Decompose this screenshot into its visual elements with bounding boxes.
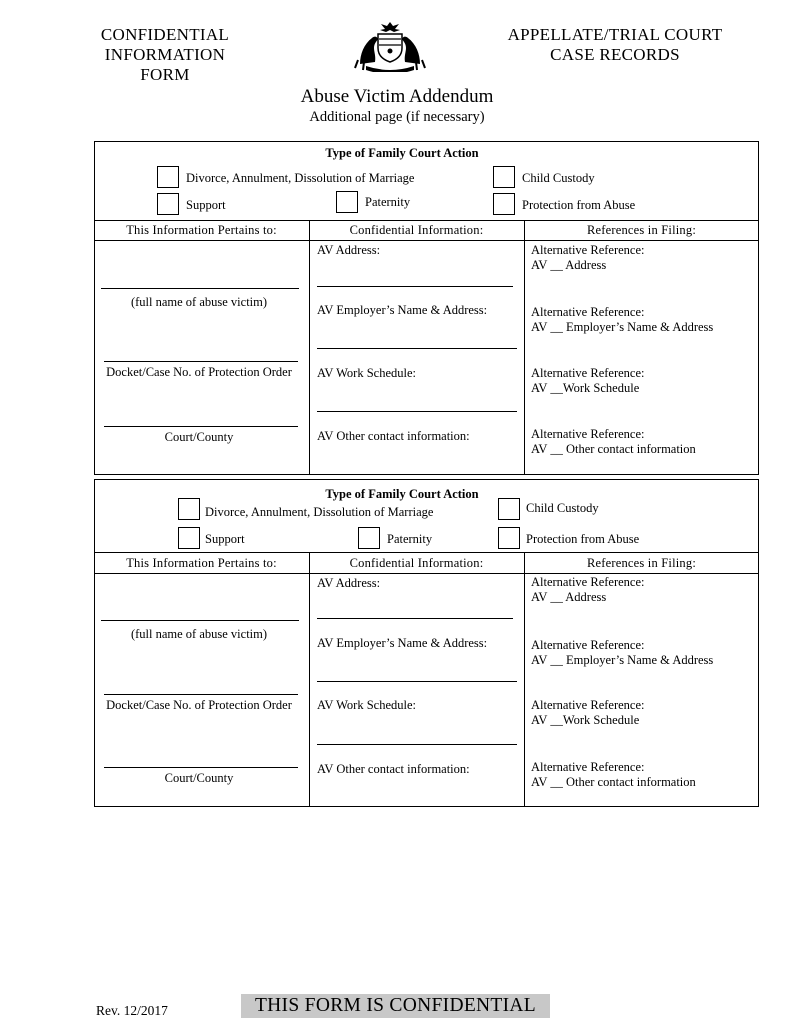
reference-line: AV __ Employer’s Name & Address bbox=[531, 653, 714, 667]
docket-number-label: Docket/Case No. of Protection Order bbox=[106, 698, 292, 712]
reference-other-contact bbox=[531, 427, 696, 457]
reference-other-contact bbox=[531, 760, 696, 790]
column-header-confidential: Confidential Information: bbox=[349, 223, 484, 237]
paternity-label: Paternity bbox=[387, 532, 433, 546]
support-label: Support bbox=[186, 198, 226, 212]
av-address-field[interactable] bbox=[317, 618, 513, 619]
reference-line: AV __Work Schedule bbox=[531, 713, 640, 727]
column-header-references: References in Filing: bbox=[586, 223, 697, 237]
header-left bbox=[80, 25, 250, 85]
av-work-schedule-field[interactable] bbox=[317, 411, 517, 412]
court-county-field[interactable] bbox=[104, 426, 298, 427]
column-header-confidential: Confidential Information: bbox=[349, 556, 484, 570]
reference-line: AV __ Employer’s Name & Address bbox=[531, 320, 714, 334]
reference-work-schedule bbox=[531, 366, 644, 396]
column-header-references: References in Filing: bbox=[586, 556, 697, 570]
header-right-line: CASE RECORDS bbox=[550, 45, 680, 64]
reference-address bbox=[531, 243, 644, 273]
child-custody-checkbox[interactable] bbox=[498, 498, 520, 520]
divorce-label: Divorce, Annulment, Dissolution of Marriage bbox=[205, 505, 434, 519]
av-employer-field[interactable] bbox=[317, 348, 517, 349]
page-subtitle: Additional page (if necessary) bbox=[309, 109, 485, 125]
column-divider bbox=[524, 220, 525, 474]
av-employer-label: AV Employer’s Name & Address: bbox=[317, 636, 488, 650]
reference-line: AV __ Address bbox=[531, 590, 607, 604]
av-employer-field[interactable] bbox=[317, 681, 517, 682]
reference-line: Alternative Reference: bbox=[531, 243, 645, 257]
column-header-pertains: This Information Pertains to: bbox=[126, 556, 277, 570]
child-custody-label: Child Custody bbox=[522, 171, 595, 185]
divorce-checkbox[interactable] bbox=[178, 498, 200, 520]
seal-icon bbox=[352, 20, 428, 72]
header-left-line: CONFIDENTIAL bbox=[100, 25, 230, 44]
av-address-label: AV Address: bbox=[317, 243, 381, 257]
support-checkbox[interactable] bbox=[157, 193, 179, 215]
court-county-field[interactable] bbox=[104, 767, 298, 768]
divider bbox=[94, 220, 759, 221]
protection-from-abuse-label: Protection from Abuse bbox=[522, 198, 636, 212]
av-work-schedule-field[interactable] bbox=[317, 744, 517, 745]
column-divider bbox=[309, 220, 310, 474]
column-header-pertains: This Information Pertains to: bbox=[126, 223, 277, 237]
reference-line: AV __ Other contact information bbox=[531, 775, 696, 789]
reference-line: Alternative Reference: bbox=[531, 305, 645, 319]
divorce-label: Divorce, Annulment, Dissolution of Marriage bbox=[186, 171, 415, 185]
victim-name-label: (full name of abuse victim) bbox=[130, 627, 268, 641]
av-address-label: AV Address: bbox=[317, 576, 381, 590]
reference-line: Alternative Reference: bbox=[531, 760, 645, 774]
header-left-line: INFORMATION bbox=[104, 45, 226, 64]
docket-number-field[interactable] bbox=[104, 694, 298, 695]
support-label: Support bbox=[205, 532, 245, 546]
divorce-checkbox[interactable] bbox=[157, 166, 179, 188]
divider bbox=[94, 573, 759, 574]
page-title: Abuse Victim Addendum bbox=[300, 86, 494, 107]
reference-employer bbox=[531, 638, 713, 668]
confidential-notice: THIS FORM IS CONFIDENTIAL bbox=[241, 994, 550, 1018]
divider bbox=[94, 552, 759, 553]
reference-line: Alternative Reference: bbox=[531, 366, 645, 380]
victim-name-field[interactable] bbox=[101, 288, 299, 289]
reference-line: AV __ Address bbox=[531, 258, 607, 272]
reference-line: AV __Work Schedule bbox=[531, 381, 640, 395]
av-work-schedule-label: AV Work Schedule: bbox=[317, 366, 416, 380]
av-address-field[interactable] bbox=[317, 286, 513, 287]
reference-line: Alternative Reference: bbox=[531, 698, 645, 712]
reference-line: Alternative Reference: bbox=[531, 427, 645, 441]
support-checkbox[interactable] bbox=[178, 527, 200, 549]
child-custody-checkbox[interactable] bbox=[493, 166, 515, 188]
section-heading: Type of Family Court Action bbox=[325, 146, 479, 160]
court-county-label: Court/County bbox=[164, 430, 234, 444]
protection-from-abuse-label: Protection from Abuse bbox=[526, 532, 640, 546]
protection-from-abuse-checkbox[interactable] bbox=[498, 527, 520, 549]
revision-date: Rev. 12/2017 bbox=[96, 1003, 168, 1018]
header-left-line: FORM bbox=[140, 65, 190, 84]
court-county-label: Court/County bbox=[164, 771, 234, 785]
column-divider bbox=[309, 552, 310, 806]
child-custody-label: Child Custody bbox=[526, 501, 599, 515]
reference-line: Alternative Reference: bbox=[531, 638, 645, 652]
paternity-label: Paternity bbox=[365, 195, 411, 209]
docket-number-field[interactable] bbox=[104, 361, 298, 362]
header-right bbox=[480, 25, 750, 65]
av-other-contact-label: AV Other contact information: bbox=[317, 762, 470, 776]
paternity-checkbox[interactable] bbox=[336, 191, 358, 213]
section-heading: Type of Family Court Action bbox=[325, 487, 479, 501]
av-other-contact-label: AV Other contact information: bbox=[317, 429, 470, 443]
paternity-checkbox[interactable] bbox=[358, 527, 380, 549]
av-employer-label: AV Employer’s Name & Address: bbox=[317, 303, 488, 317]
divider bbox=[94, 240, 759, 241]
victim-name-label: (full name of abuse victim) bbox=[130, 295, 268, 309]
av-work-schedule-label: AV Work Schedule: bbox=[317, 698, 416, 712]
reference-work-schedule bbox=[531, 698, 644, 728]
header-right-line: APPELLATE/TRIAL COURT bbox=[507, 25, 723, 44]
column-divider bbox=[524, 552, 525, 806]
reference-employer bbox=[531, 305, 713, 335]
reference-address bbox=[531, 575, 644, 605]
protection-from-abuse-checkbox[interactable] bbox=[493, 193, 515, 215]
docket-number-label: Docket/Case No. of Protection Order bbox=[106, 365, 292, 379]
reference-line: AV __ Other contact information bbox=[531, 442, 696, 456]
victim-name-field[interactable] bbox=[101, 620, 299, 621]
reference-line: Alternative Reference: bbox=[531, 575, 645, 589]
